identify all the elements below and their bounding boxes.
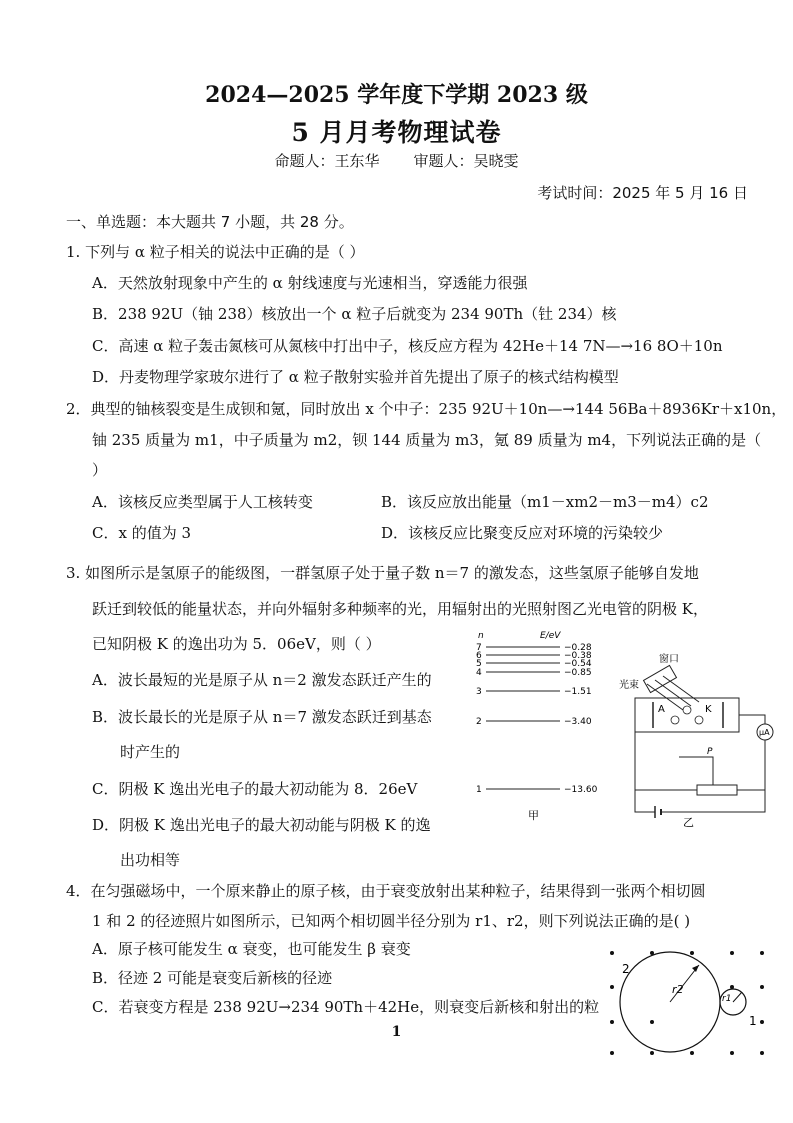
q1-option-b: B．238 92U（铀 238）核放出一个 α 粒子后就变为 234 90Th（钍 234）核 — [92, 305, 617, 323]
svg-text:5: 5 — [476, 659, 482, 669]
exam-title-line2: 5 月月考物理试卷 — [291, 118, 502, 147]
svg-text:−13.60: −13.60 — [564, 785, 598, 795]
q2-option-c: C．x 的值为 3 — [92, 524, 192, 542]
r2-label: r2 — [672, 983, 684, 996]
window-label: 窗口 — [659, 654, 679, 665]
exam-title-line1: 2024—2025 学年度下学期 2023 级 — [205, 82, 588, 108]
beam-label: 光束 — [619, 680, 639, 691]
q3-option-d-line1: D．阴极 K 逸出光电子的最大初动能与阴极 K 的逸 — [92, 816, 431, 834]
level-4 — [476, 668, 592, 678]
svg-text:6: 6 — [476, 651, 482, 661]
q4-option-c: C．若衰变方程是 238 92U→234 90Th＋42He，则衰变后新核和射出的粒 — [92, 998, 600, 1016]
electron-1 — [683, 706, 691, 714]
reviewer: 审题人：吴晓雯 — [413, 152, 519, 170]
svg-text:−0.85: −0.85 — [564, 668, 592, 678]
q3-stem-line3: 已知阴极 K 的逸出功为 5．06eV，则（ ） — [92, 635, 381, 653]
q3-option-c: C．阴极 K 逸出光电子的最大初动能为 8．26eV — [92, 780, 418, 798]
electron-2 — [671, 716, 679, 724]
e-header: E/eV — [540, 631, 561, 641]
level-3 — [476, 687, 592, 697]
svg-text:−0.38: −0.38 — [564, 651, 592, 661]
diagram-caption-jia: 甲 — [528, 809, 539, 822]
q2-stem-line1: 2．典型的铀核裂变是生成钡和氪，同时放出 x 个中子：235 92U＋10n—→144 56Ba＋8936Kr＋x10n， — [66, 400, 787, 418]
rheostat — [697, 785, 737, 795]
q4-stem-line2: 1 和 2 的径迹照片如图所示，已知两个相切圆半径分别为 r1、r2，则下列说法正确的是( ) — [92, 912, 691, 930]
q3-option-d-line2: 出功相等 — [120, 851, 181, 869]
q3-option-a: A．波长最短的光是原子从 n＝2 激发态跃迁产生的 — [92, 671, 432, 689]
tangent-tracks-diagram — [602, 945, 772, 1063]
svg-text:1: 1 — [476, 785, 482, 795]
q2-option-a: A．该核反应类型属于人工核转变 — [92, 493, 313, 511]
q2-option-d: D．该核反应比聚变反应对环境的污染较少 — [381, 524, 664, 542]
wire-battery-left — [635, 790, 655, 812]
q4-option-a: A．原子核可能发生 α 衰变，也可能发生 β 衰变 — [92, 940, 411, 958]
cathode-label: K — [705, 704, 712, 715]
anode-label: A — [658, 704, 665, 715]
q1-option-d: D．丹麦物理学家玻尔进行了 α 粒子散射实验并首先提出了原子的核式结构模型 — [92, 368, 619, 386]
svg-text:7: 7 — [476, 643, 482, 653]
svg-text:3: 3 — [476, 687, 482, 697]
svg-text:−0.28: −0.28 — [564, 643, 592, 653]
q4-stem-line1: 4．在匀强磁场中，一个原来静止的原子核，由于衰变放射出某种粒子，结果得到一张两个相切圆 — [66, 882, 706, 900]
svg-text:2: 2 — [476, 717, 482, 727]
phototube-circuit — [615, 640, 790, 830]
svg-text:−3.40: −3.40 — [564, 717, 592, 727]
author: 命题人：王东华 — [274, 152, 380, 170]
q3-option-b-line1: B．波长最长的光是原子从 n＝7 激发态跃迁到基态 — [92, 708, 432, 726]
level-2 — [476, 717, 592, 727]
electron-3 — [695, 716, 703, 724]
svg-text:−1.51: −1.51 — [564, 687, 592, 697]
radius-r2-arrow — [692, 965, 699, 972]
q3-stem-line1: 3. 如图所示是氢原子的能级图，一群氢原子处于量子数 n＝7 的激发态，这些氢原子能够自发地 — [66, 564, 699, 582]
window-box — [644, 665, 677, 692]
r1-label: r1 — [722, 994, 732, 1004]
radius-r1-line — [733, 992, 742, 1002]
energy-level-diagram — [470, 628, 620, 828]
wire-right-bottom — [737, 740, 765, 790]
q1-option-c: C．高速 α 粒子轰击氮核可从氮核中打出中子，核反应方程为 42He＋14 7N—→16 8O＋10n — [92, 337, 723, 355]
track-1-label: 1 — [749, 1014, 757, 1028]
svg-text:−0.54: −0.54 — [564, 659, 592, 669]
q1-stem: 1. 下列与 α 粒子相关的说法中正确的是（ ） — [66, 243, 365, 261]
q2-stem-line3: ） — [92, 461, 108, 479]
exam-time: 考试时间：2025 年 5 月 16 日 — [537, 184, 748, 202]
microammeter-label: μA — [759, 728, 770, 737]
section-heading: 一、单选题：本大题共 7 小题，共 28 分。 — [66, 213, 354, 231]
n-header: n — [478, 631, 484, 641]
track-2-label: 2 — [622, 962, 630, 976]
q1-option-a: A．天然放射现象中产生的 α 射线速度与光速相当，穿透能力很强 — [92, 274, 528, 292]
q2-option-b: B．该反应放出能量（m1－xm2－m3－m4）c2 — [381, 493, 709, 511]
q2-stem-line2: 铀 235 质量为 m1，中子质量为 m2，钡 144 质量为 m3，氪 89 质量为 m4，下列说法正确的是（ — [92, 431, 762, 449]
q3-option-b-line2: 时产生的 — [120, 743, 181, 761]
q4-option-b: B．径迹 2 可能是衰变后新核的径迹 — [92, 969, 333, 987]
slider-label: P — [707, 747, 713, 757]
slider-wire — [679, 757, 713, 785]
svg-text:4: 4 — [476, 668, 482, 678]
page-number: 1 — [391, 1024, 402, 1040]
level-1 — [476, 785, 598, 795]
q3-stem-line2: 跃迁到较低的能量状态，并向外辐射多种频率的光，用辐射出的光照射图乙光电管的阴极 K， — [92, 600, 708, 618]
diagram-caption-yi: 乙 — [683, 816, 694, 829]
authors-line — [0, 150, 793, 171]
